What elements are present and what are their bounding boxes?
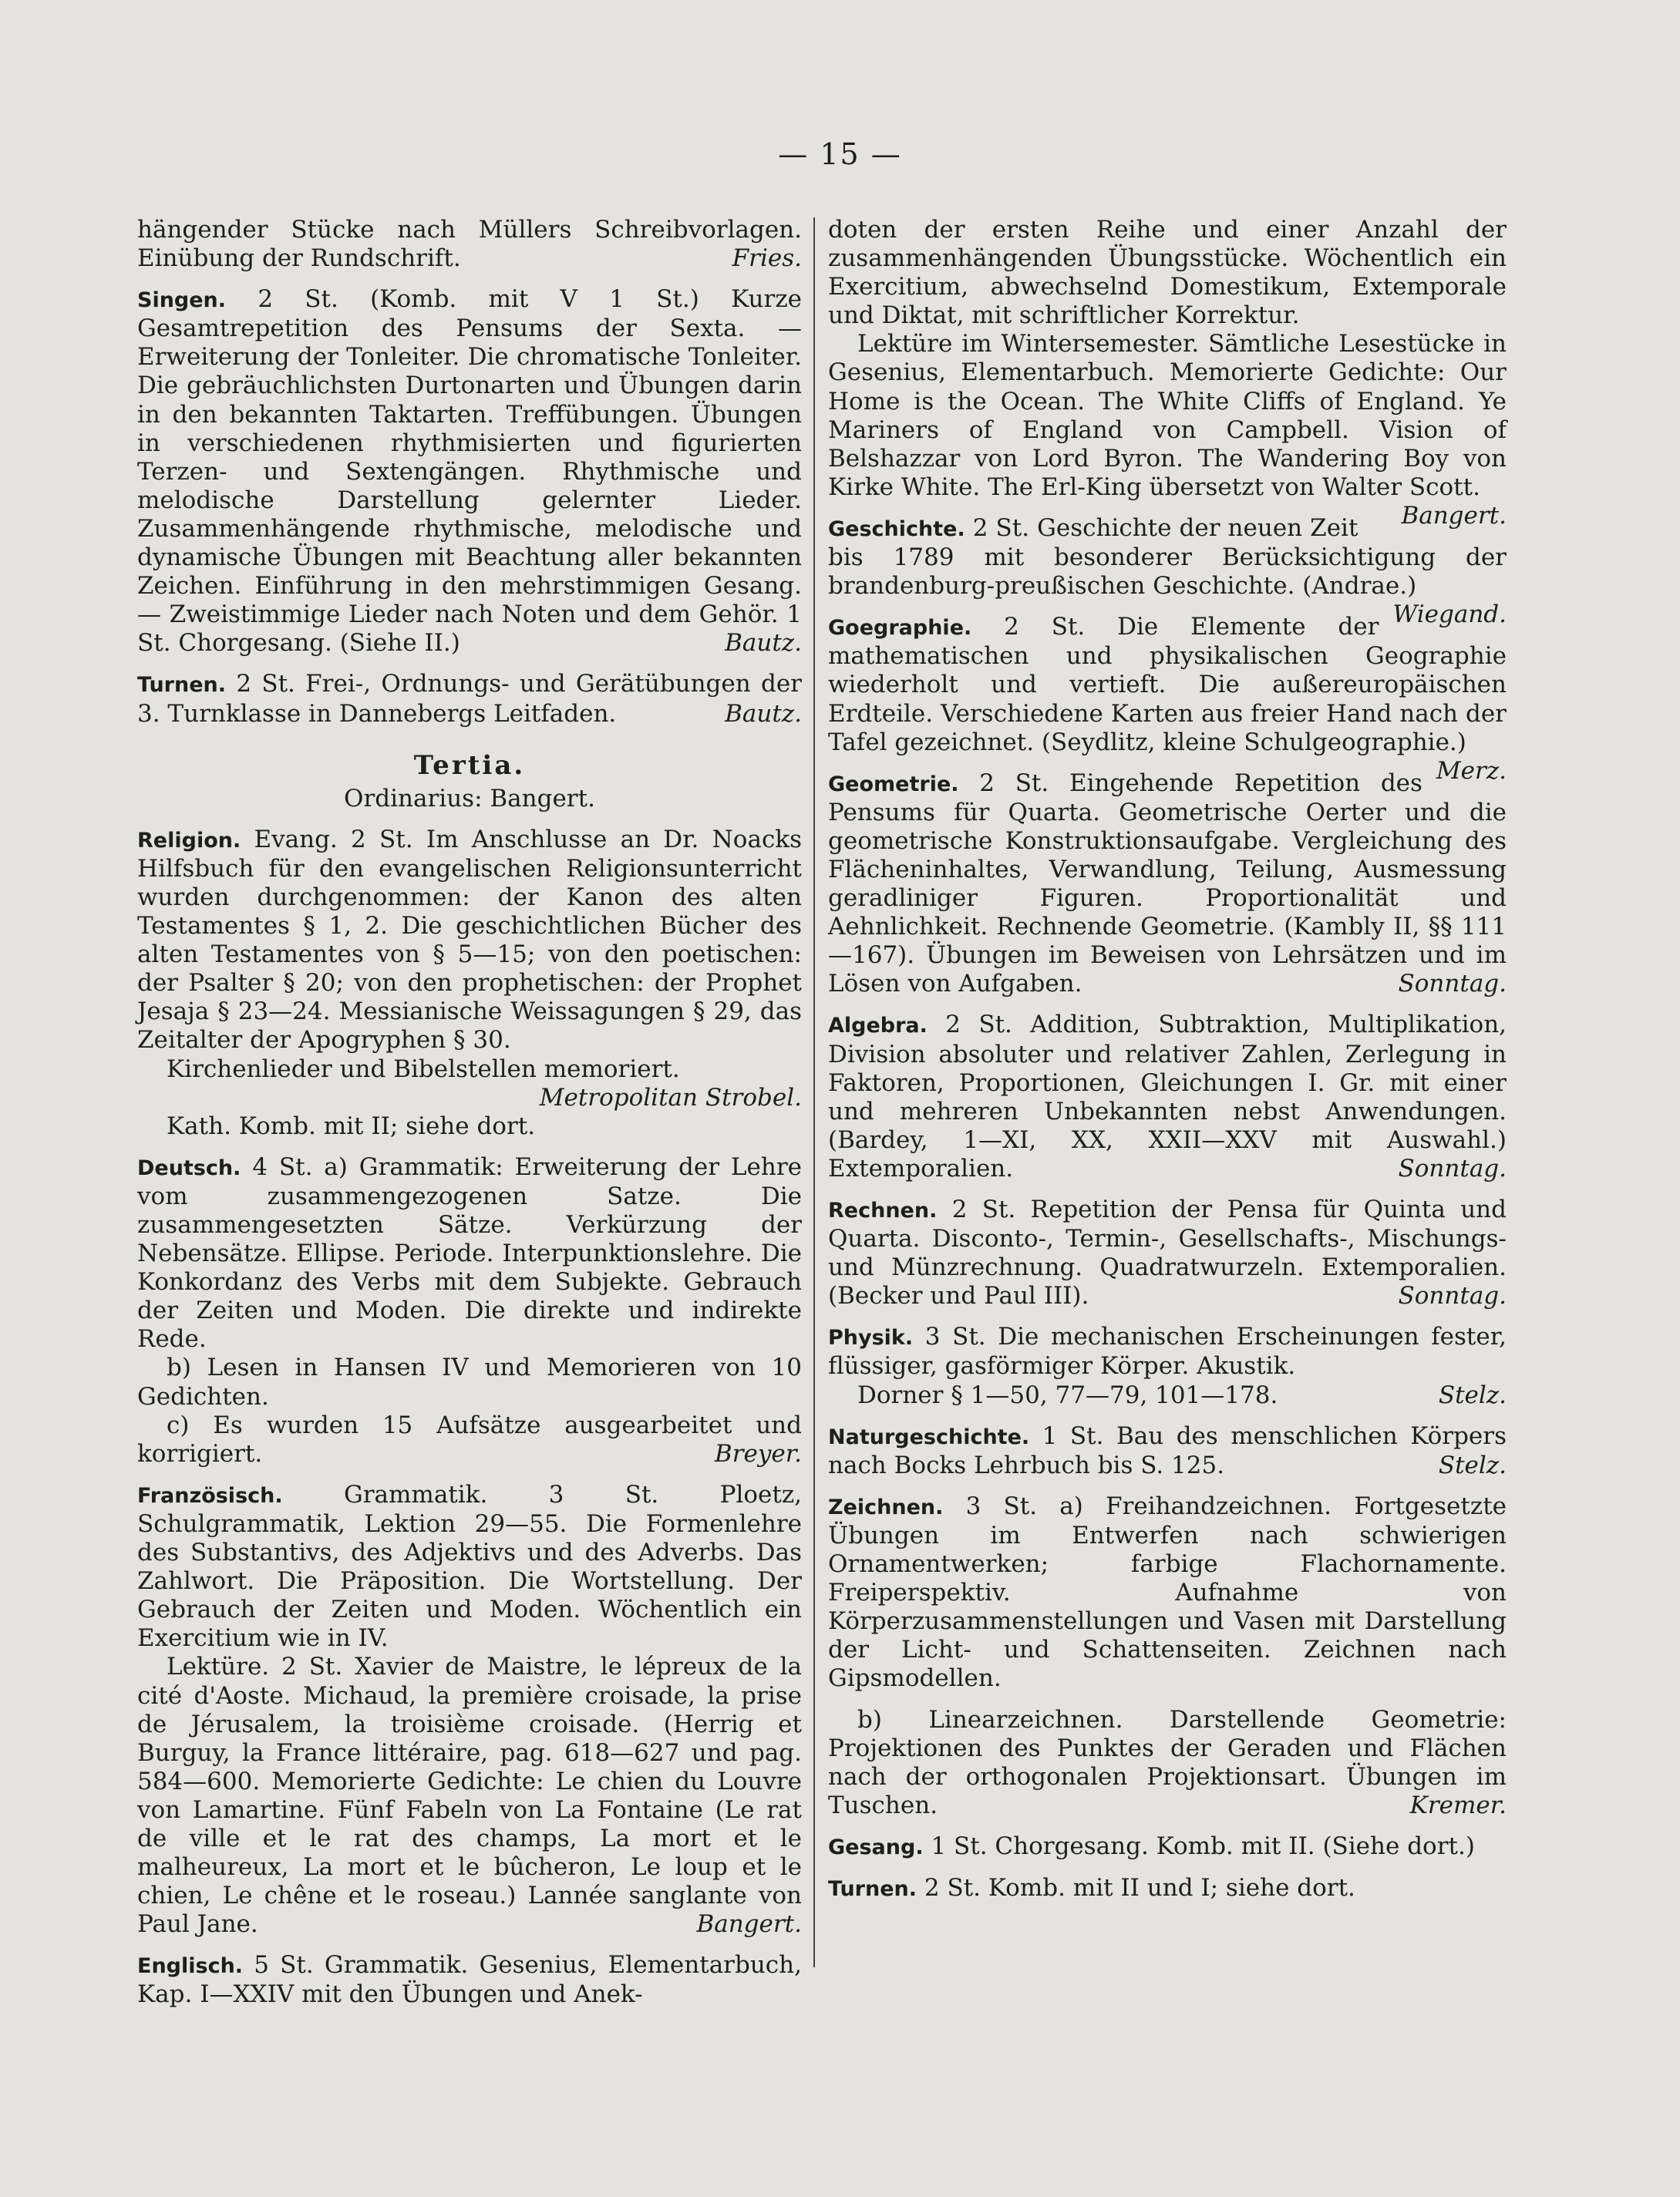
paragraph-turnen <box>137 670 802 728</box>
signature: Stelz. <box>1438 1451 1507 1479</box>
column-divider <box>813 217 815 1967</box>
text: Dorner § 1—50, 77—79, 101—178. <box>857 1381 1278 1409</box>
text: 1 St. Bau des menschlichen Körpers nach Bocks Lehrbuch bis S. 125. <box>828 1421 1507 1479</box>
subject-heading: Geschichte. <box>828 516 965 541</box>
text: 2 St. Geschichte der neuen Zeit bis 1789 mit besonderer Berücksichtigung der brandenburg-preußischen Geschichte. (Andrae.) <box>828 513 1507 601</box>
subject-heading: Zeichnen. <box>828 1495 944 1519</box>
paragraph-geometrie <box>828 769 1507 999</box>
paragraph-rechnen <box>828 1196 1507 1310</box>
paragraph-physik-2 <box>828 1381 1507 1410</box>
section-title: Tertia. <box>413 749 526 781</box>
subject-heading: Deutsch. <box>137 1156 241 1180</box>
paragraph-englisch <box>137 1951 802 2009</box>
signature: Merz. <box>1436 756 1507 785</box>
text: 2 St. Addition, Subtraktion, Multiplikation, Division absoluter und relativer Zahlen, Zerlegung in Faktoren, Proportionen, Gleichungen I. Gr. mit einer und mehreren Unbekannten nebst Anwendungen. (Bardey, 1—XI, XX, XXII—XXV mit Auswahl.) Extemporalien. <box>828 1011 1507 1183</box>
text: 2 St. (Komb. mit V 1 St.) Kurze Gesamtrepetition des Pensums der Sexta. — Erweiterung der Tonleiter. Die chromatische Tonleiter. Die gebräuchlichsten Durtonarten und Übungen darin in den bekannten Taktarten. Treffübungen. Übungen in verschiedenen rhythmisierten und figurierten Terzen- und Sextengängen. Rhythmische und melodische Darstellung gelernter Lieder. Zusammenhängende rhythmische, melodische und dynamische Übungen mit Beachtung aller bekannten Zeichen. Einführung in den mehrstimmigen Gesang. — Zweistimmige Lieder nach Noten und dem Gehör. 1 St. Chorgesang. (Siehe II.) <box>137 285 803 658</box>
subject-heading: Turnen. <box>828 1876 917 1901</box>
signature: Kremer. <box>1409 1791 1507 1819</box>
page-number: — 15 — <box>778 137 902 171</box>
section-subtitle: Ordinarius: Bangert. <box>344 784 595 813</box>
text: 2 St. Die Elemente der mathematischen und physikalischen Geographie wiederholt und vertieft. Die außereuropäischen Erdteile. Verschiedene Karten aus freier Hand nach der Tafel gezeichnet. (Seydlitz, kleine Schulgeographie.) <box>828 613 1507 756</box>
text: Grammatik. 3 St. Ploetz, Schulgrammatik, Lektion 29—55. Die Formenlehre des Substantivs, des Adjektivs und des Adverbs. Das Zahlwort. Die Präposition. Die Wortstellung. Der Gebrauch der Zeiten und Moden. Wöchentlich ein Exercitium wie in IV. <box>137 1480 803 1653</box>
subject-heading: Physik. <box>828 1326 914 1351</box>
subject-heading: Rechnen. <box>828 1199 938 1223</box>
subject-heading: Geometrie. <box>828 772 959 796</box>
paragraph-religion <box>137 826 802 1055</box>
paragraph-gesang <box>828 1832 1507 1862</box>
text: Lektüre. 2 St. Xavier de Maistre, le lépreux de la cité d'Aoste. Michaud, la première croisade, la prise de Jérusalem, la troisième croisade. (Herrig et Burguy, la France littéraire, pag. 618—627 und pag. 584—600. Memorierte Gedichte: Le chien du Louvre von Lamartine. Fünf Fabeln von La Fontaine (Le rat de ville et le rat des champs, La mort et le malheureux, La mort et le bûcheron, Le loup et le chien, Le chêne et le roseau.) Lannée sanglante von Paul Jane. <box>137 1653 802 1939</box>
text: 3 St. Die mechanischen Erscheinungen fester, flüssiger, gasförmiger Körper. Akustik. <box>828 1323 1507 1381</box>
paragraph-physik <box>828 1323 1507 1381</box>
text: Lektüre im Wintersemester. Sämtliche Lesestücke in Gesenius, Elementarbuch. Memorierte Gedichte: Our Home is the Ocean. The White Cliffs of England. Ye Mariners of England von Campbell. Vision of Belshazzar von Lord Byron. The Wandering Boy von Kirke White. The Erl-King übersetzt von Walter Scott. <box>828 330 1507 501</box>
signature: Wiegand. <box>1392 601 1507 629</box>
signature: Bautz. <box>725 629 802 658</box>
paragraph-franzoesisch <box>137 1481 802 1654</box>
text: 2 St. Komb. mit II und I; siehe dort. <box>924 1873 1355 1902</box>
text: 2 St. Repetition der Pensa für Quinta und Quarta. Disconto-, Termin-, Gesellschafts-, Mischungs- und Münzrechnung. Quadratwurzeln. Extemporalien. (Becker und Paul III). <box>828 1196 1507 1310</box>
subject-heading: Religion. <box>137 828 241 853</box>
text: c) Es wurden 15 Aufsätze ausgearbeitet und korrigiert. <box>137 1411 802 1468</box>
signature: Bautz. <box>725 699 802 728</box>
text: 3 St. a) Freihandzeichnen. Fortgesetzte Übungen im Entwerfen nach schwierigen Ornamentwerken; farbige Flachornamente. Freiperspektiv. Aufnahme von Körperzusammenstellungen und Vasen mit Darstellung der Licht- und Schattenseiten. Zeichnen nach Gipsmodellen. <box>828 1492 1507 1693</box>
signature: Bangert. <box>1401 501 1507 530</box>
paragraph-religion-kath: Kath. Komb. mit II; siehe dort. <box>167 1112 536 1140</box>
subject-heading: Goegraphie. <box>828 616 972 641</box>
paragraph-franzoesisch-lektuere <box>137 1653 802 1939</box>
text: hängender Stücke nach Müllers Schreibvorlagen. Einübung der Rundschrift. <box>137 216 802 273</box>
left-column <box>137 216 802 2010</box>
paragraph-turnen-right <box>828 1874 1507 1903</box>
signature: Fries. <box>732 244 802 273</box>
subject-heading: Algebra. <box>828 1014 928 1038</box>
subject-heading: Turnen. <box>137 673 227 698</box>
subject-heading: Englisch. <box>137 1954 244 1979</box>
subject-heading: Singen. <box>137 288 227 313</box>
subject-heading: Naturgeschichte. <box>828 1425 1030 1449</box>
subject-heading: Gesang. <box>828 1835 924 1859</box>
paragraph-singen <box>137 285 802 658</box>
paragraph-intro <box>137 216 802 273</box>
signature: Breyer. <box>714 1439 802 1468</box>
text: 5 St. Grammatik. Gesenius, Elementarbuch, Kap. I—XXIV mit den Übungen und Anek- <box>137 1951 802 2009</box>
subject-heading: Französisch. <box>137 1483 283 1508</box>
text: 2 St. Frei-, Ordnungs- und Gerätübungen der 3. Turnklasse in Dannebergs Leitfaden. <box>137 670 802 728</box>
paragraph-deutsch-b: b) Lesen in Hansen IV und Memorieren von 10 Gedichten. <box>137 1354 802 1411</box>
paragraph-algebra <box>828 1011 1507 1183</box>
signature: Sonntag. <box>1398 1282 1507 1310</box>
signature: Sonntag. <box>1398 970 1507 998</box>
paragraph-zeichnen-b <box>828 1706 1507 1820</box>
text: 4 St. a) Grammatik: Erweiterung der Lehre vom zusammengezogenen Satze. Die zusammengesetzten Sätze. Verkürzung der Nebensätze. Ellipse. Periode. Interpunktionslehre. Die Konkordanz des Verbs mit dem Subjekte. Gebrauch der Zeiten und Moden. Die direkte und indirekte Rede. <box>137 1152 802 1354</box>
text: 1 St. Chorgesang. Komb. mit II. (Siehe dort.) <box>931 1832 1475 1860</box>
signature: Stelz. <box>1438 1381 1507 1409</box>
signature: Metropolitan Strobel. <box>539 1083 802 1112</box>
paragraph-deutsch-c <box>137 1411 802 1469</box>
paragraph-zeichnen <box>828 1492 1507 1694</box>
text: Evang. 2 St. Im Anschlusse an Dr. Noacks Hilfsbuch für den evangelischen Religionsunterricht wurden durchgenommen: der Kanon des alten Testamentes § 1, 2. Die geschichtlichen Bücher des alten Testamentes von § 5—15; von den poetischen: der Psalter § 20; von den prophetischen: der Prophet Jesaja § 23—24. Messianische Weissagungen § 29, das Zeitalter der Apogryphen § 30. <box>137 825 802 1055</box>
paragraph-englisch-cont: doten der ersten Reihe und einer Anzahl der zusammenhängenden Übungsstücke. Wöchentlich ein Exercitium, abwechselnd Domestikum, Extemporale und Diktat, mit schriftlicher Korrektur. <box>828 216 1507 330</box>
signature: Bangert. <box>696 1910 802 1939</box>
right-column <box>828 216 1507 1903</box>
paragraph-naturgeschichte <box>828 1422 1507 1480</box>
paragraph-deutsch <box>137 1153 802 1354</box>
text: 2 St. Eingehende Repetition des Pensums für Quarta. Geometrische Oerter und die geometrische Konstruktionsaufgabe. Vergleichung des Flächeninhaltes, Verwandlung, Teilung, Ausmessung geradliniger Figuren. Proportionalität und Aehnlichkeit. Rechnende Geometrie. (Kambly II, §§ 111—167). Übungen im Beweisen von Lehrsätzen und im Lösen von Aufgaben. <box>828 769 1507 998</box>
paragraph-religion-2: Kirchenlieder und Bibelstellen memoriert. <box>167 1055 680 1083</box>
signature: Sonntag. <box>1398 1154 1507 1183</box>
text: b) Linearzeichnen. Darstellende Geometrie: Projektionen des Punktes der Geraden und Flächen nach der orthogonalen Projektionsart. Übungen im Tuschen. <box>828 1705 1507 1819</box>
